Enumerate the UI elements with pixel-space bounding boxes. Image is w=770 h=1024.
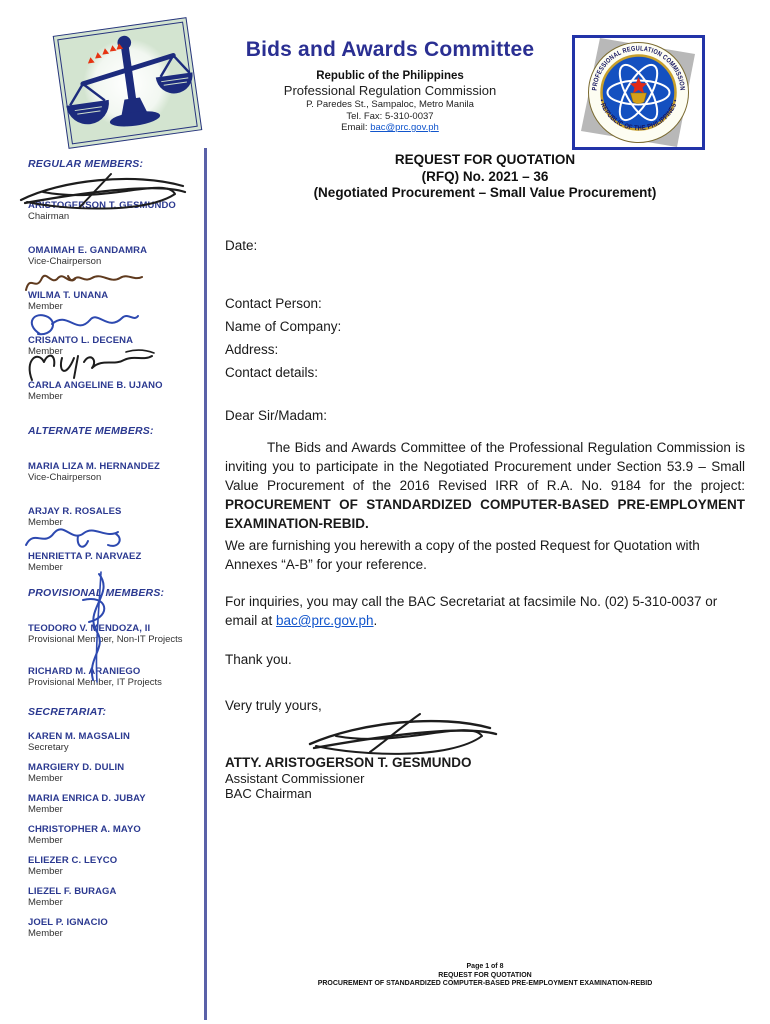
- member-name: HENRIETTA P. NARVAEZ: [28, 551, 142, 562]
- committee-title: Bids and Awards Committee: [245, 38, 535, 61]
- signature-block: [225, 755, 745, 801]
- member-name: CRISANTO L. DECENA: [28, 335, 134, 346]
- member-name: MARGIERY D. DULIN: [28, 762, 125, 773]
- member-role: Provisional Member, IT Projects: [28, 677, 162, 688]
- org-address: P. Paredes St., Sampaloc, Metro Manila: [306, 99, 474, 110]
- salutation: Dear Sir/Madam:: [225, 408, 328, 423]
- paragraph-invitation-text: The Bids and Awards Committee of the Professional Regulation Commission is inviting you to participate in the Negotiated Procurement under Section 53.9 – Small Value Procurement of the 2016 Revised IRR of R.A. No. 9184 for the project:: [225, 440, 745, 493]
- member-role: Member: [28, 773, 63, 784]
- member-role: Member: [28, 562, 63, 573]
- member-entry: [28, 551, 198, 574]
- member-role: Member: [28, 391, 63, 402]
- signer-title-1: Assistant Commissioner: [225, 771, 365, 786]
- field-contact-person: Contact Person:: [225, 296, 322, 311]
- field-address: Address:: [225, 342, 279, 357]
- member-name: WILMA T. UNANA: [28, 290, 109, 301]
- sidebar-group-provisional-members: [28, 587, 198, 709]
- group-heading: ALTERNATE MEMBERS:: [28, 425, 154, 437]
- scales-logo: [53, 17, 203, 149]
- rfq-title: [225, 152, 745, 202]
- member-entry: [28, 461, 198, 484]
- member-name: TEODORO V. MENDOZA, II: [28, 623, 151, 634]
- member-role: Secretary: [28, 742, 69, 753]
- letter-body: [225, 0, 745, 1024]
- member-role: Member: [28, 897, 63, 908]
- member-role: Vice-Chairperson: [28, 472, 102, 483]
- paragraph-invitation: [225, 438, 745, 533]
- paragraph-inquiries-text: For inquiries, you may call the BAC Secretariat at facsimile No. (02) 5-310-0037 or email at: [225, 594, 718, 628]
- member-entry: [28, 623, 198, 646]
- paragraph-inquiries-period: .: [373, 613, 378, 628]
- member-role: Chairman: [28, 211, 70, 222]
- member-name: OMAIMAH E. GANDAMRA: [28, 245, 148, 256]
- member-name: RICHARD M. ARANIEGO: [28, 666, 141, 677]
- member-role: Member: [28, 835, 63, 846]
- sidebar-divider: [204, 148, 207, 1020]
- member-name: CHRISTOPHER A. MAYO: [28, 824, 141, 835]
- group-heading: PROVISIONAL MEMBERS:: [28, 587, 165, 599]
- member-entry: [28, 335, 198, 358]
- footer-page-number: Page 1 of 8: [466, 963, 504, 970]
- member-entry: [28, 762, 198, 785]
- sidebar-group-secretariat: [28, 706, 198, 948]
- member-name: JOEL P. IGNACIO: [28, 917, 108, 928]
- recipient-fields: [225, 292, 745, 384]
- sidebar-group-regular-members: [28, 158, 198, 425]
- paragraph-inquiries: [225, 592, 745, 630]
- email-label: Email:: [341, 122, 368, 133]
- member-role: Member: [28, 346, 63, 357]
- member-entry: [28, 380, 198, 403]
- member-role: Member: [28, 301, 63, 312]
- member-name: MARIA ENRICA D. JUBAY: [28, 793, 146, 804]
- group-heading: REGULAR MEMBERS:: [28, 158, 144, 170]
- seal-text-bottom: • REPUBLIC OF THE PHILIPPINES •: [597, 98, 680, 133]
- member-role: Provisional Member, Non-IT Projects: [28, 634, 183, 645]
- member-role: Member: [28, 517, 63, 528]
- header-email-link[interactable]: bac@prc.gov.ph: [370, 122, 439, 133]
- page-footer: [225, 963, 745, 989]
- member-role: Member: [28, 866, 63, 877]
- group-heading: SECRETARIAT:: [28, 706, 107, 718]
- seal-text-top: PROFESSIONAL REGULATION COMMISSION: [591, 45, 686, 92]
- member-name: ARISTOGERSON T. GESMUNDO: [28, 200, 176, 211]
- member-entry: [28, 290, 198, 313]
- rfq-title-line3: (Negotiated Procurement – Small Value Procurement): [313, 185, 657, 200]
- signer-name: ATTY. ARISTOGERSON T. GESMUNDO: [225, 755, 472, 770]
- member-name: MARIA LIZA M. HERNANDEZ: [28, 461, 160, 472]
- member-name: CARLA ANGELINE B. UJANO: [28, 380, 163, 391]
- member-entry: [28, 506, 198, 529]
- member-entry: [28, 886, 198, 909]
- date-label: Date:: [225, 238, 258, 253]
- rfq-title-line1: REQUEST FOR QUOTATION: [394, 152, 576, 167]
- paragraph-annexes: We are furnishing you herewith a copy of the posted Request for Quotation with Annexes “A-B” for your reference.: [225, 538, 700, 572]
- org-name: Professional Regulation Commission: [283, 83, 497, 98]
- member-entry: [28, 793, 198, 816]
- member-entry: [28, 855, 198, 878]
- member-name: ARJAY R. ROSALES: [28, 506, 122, 517]
- field-contact-details: Contact details:: [225, 365, 319, 380]
- org-telfax: Tel. Fax: 5-310-0037: [346, 110, 434, 122]
- body-email-link[interactable]: bac@prc.gov.ph: [276, 613, 374, 628]
- footer-project-title: PROCUREMENT OF STANDARDIZED COMPUTER-BASED PRE-EMPLOYMENT EXAMINATION-REBID: [317, 980, 653, 988]
- member-entry: [28, 245, 198, 268]
- footer-doc-title: REQUEST FOR QUOTATION: [438, 971, 532, 979]
- thank-you-line: Thank you.: [225, 652, 292, 667]
- member-name: ELIEZER C. LEYCO: [28, 855, 118, 866]
- members-sidebar: [0, 150, 204, 1020]
- member-entry: [28, 666, 198, 689]
- signer-title-2: BAC Chairman: [225, 786, 312, 801]
- closing-line: Very truly yours,: [225, 698, 322, 713]
- member-role: Member: [28, 804, 63, 815]
- republic-line: Republic of the Philippines: [316, 70, 464, 82]
- field-company: Name of Company:: [225, 319, 342, 334]
- member-entry: [28, 917, 198, 940]
- sidebar-group-alternate-members: [28, 425, 198, 596]
- member-entry: [28, 200, 198, 223]
- scales-of-justice-icon: [54, 18, 201, 147]
- member-name: LIEZEL F. BURAGA: [28, 886, 117, 897]
- member-role: Vice-Chairperson: [28, 256, 102, 267]
- member-entry: [28, 824, 198, 847]
- member-entry: [28, 731, 198, 754]
- project-title-bold: PROCUREMENT OF STANDARDIZED COMPUTER-BASED PRE-EMPLOYMENT EXAMINATION-REBID.: [225, 497, 745, 531]
- member-role: Member: [28, 928, 63, 939]
- rfq-title-line2: (RFQ) No. 2021 – 36: [421, 168, 549, 184]
- member-name: KAREN M. MAGSALIN: [28, 731, 130, 742]
